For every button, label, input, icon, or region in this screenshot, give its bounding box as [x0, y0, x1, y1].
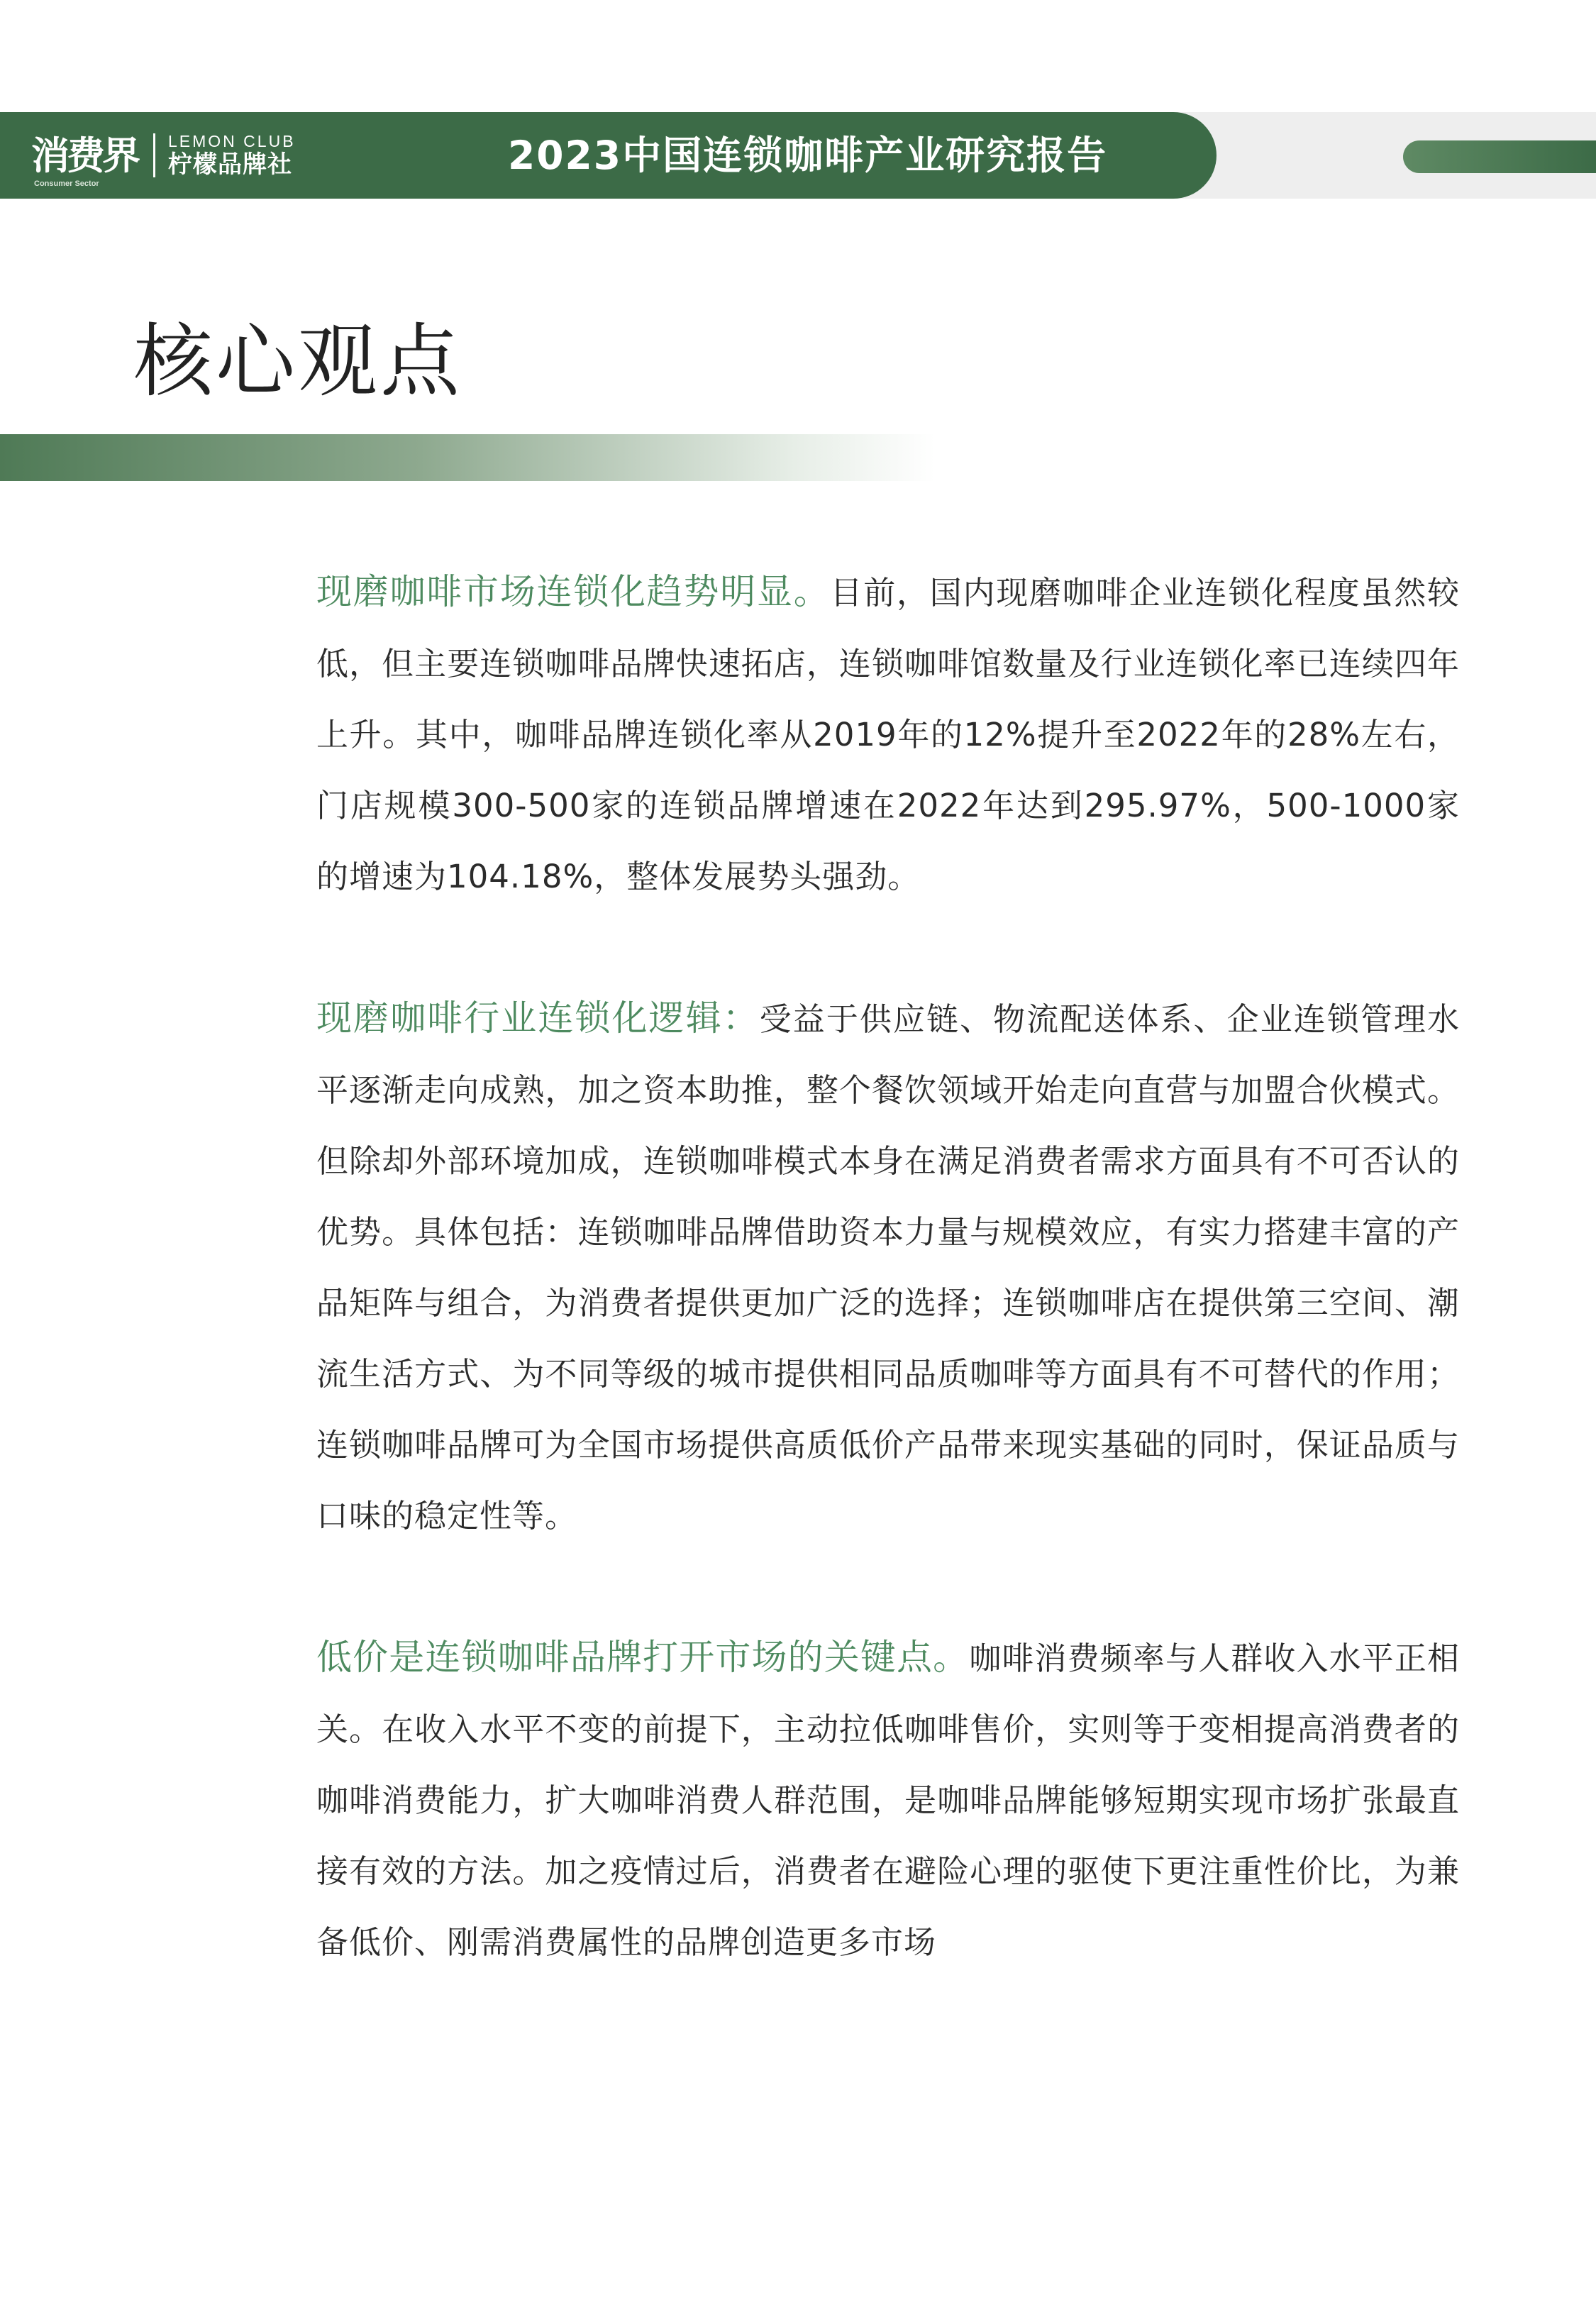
paragraph-lead: 低价是连锁咖啡品牌打开市场的关键点。 — [316, 1637, 970, 1678]
brand-logo — [31, 125, 296, 186]
paragraph-lead: 现磨咖啡行业连锁化逻辑： — [316, 997, 760, 1039]
logo-cn2-text: 柠檬品牌社 — [168, 150, 292, 179]
paragraph-text: 受益于供应链、物流配送体系、企业连锁管理水平逐渐走向成熟，加之资本助推，整个餐饮领域开始走向直营与加盟合伙模式。但除却外部环境加成，连锁咖啡模式本身在满足消费者需求方面具有不可否认的优势。具体包括：连锁咖啡品牌借助资本力量与规模效应，有实力搭建丰富的产品矩阵与组合，为消费者提供更加广泛的选择；连锁咖啡店在提供第三空间、潮流生活方式、为不同等级的城市提供相同品质咖啡等方面具有不可替代的作用；连锁咖啡品牌可为全国市场提供高质低价产品带来现实基础的同时，保证品质与口味的稳定性等。 — [316, 1000, 1460, 1535]
paragraph — [316, 556, 1460, 912]
paragraph — [316, 983, 1460, 1552]
logo-cn-subtext: Consumer Sector — [34, 179, 99, 188]
paragraph-text: 咖啡消费频率与人群收入水平正相关。在收入水平不变的前提下，主动拉低咖啡售价，实则等于变相提高消费者的咖啡消费能力，扩大咖啡消费人群范围，是咖啡品牌能够短期实现市场扩张最直接有效的方法。加之疫情过后，消费者在避险心理的驱使下更注重性价比，为兼备低价、刚需消费属性的品牌创造更多市场 — [316, 1640, 1460, 1961]
logo-cn-text: 消费界 — [31, 133, 138, 178]
report-title: 2023中国连锁咖啡产业研究报告 — [508, 133, 1108, 178]
heading-underline-bar — [0, 434, 935, 481]
paragraph-text: 目前，国内现磨咖啡企业连锁化程度虽然较低，但主要连锁咖啡品牌快速拓店，连锁咖啡馆数量及行业连锁化率已连续四年上升。其中，咖啡品牌连锁化率从2019年的12%提升至2022年的28%左右，门店规模300-500家的连锁品牌增速在2022年达到295.97%，500-1000家的增速为104.18%，整体发展势头强劲。 — [316, 574, 1460, 895]
header-decor-pill — [1403, 140, 1596, 173]
section-heading: 核心观点 — [133, 316, 462, 408]
logo-en-text: LEMON CLUB — [168, 132, 296, 150]
logo-consumer-sector — [31, 133, 138, 188]
logo-divider — [153, 133, 155, 177]
main-content — [316, 556, 1460, 2048]
logo-lemon-club — [168, 132, 296, 179]
paragraph — [316, 1622, 1460, 1978]
paragraph-lead: 现磨咖啡市场连锁化趋势明显。 — [316, 571, 831, 612]
